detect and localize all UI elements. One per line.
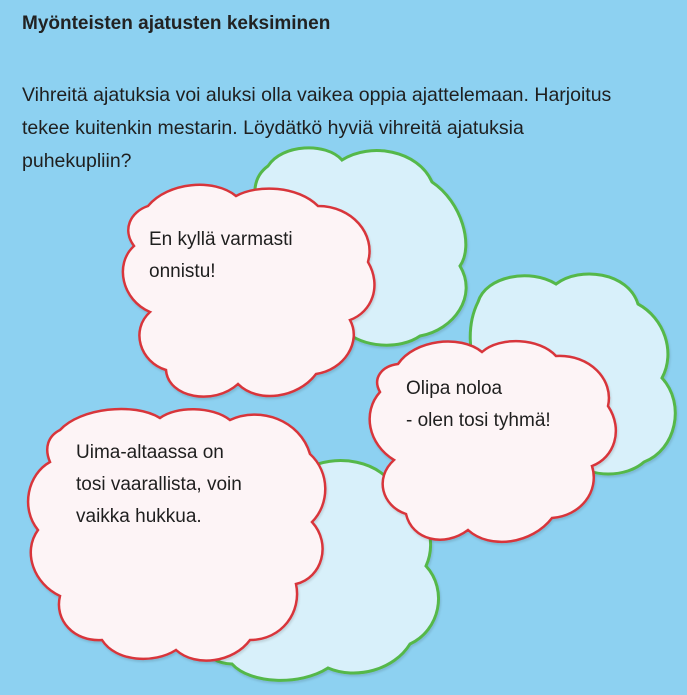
negative-thought-cloud-1 [123,185,375,397]
thought-line: tosi vaarallista, voin [76,474,242,495]
thought-bubble-text-3 [76,437,242,533]
page-title: Myönteisten ajatusten keksiminen [22,13,331,34]
negative-thought-cloud-2 [370,341,616,542]
thought-bubble-text-2 [406,373,551,437]
thought-bubble-text-1 [149,224,293,288]
thought-line: Olipa noloa [406,378,503,399]
thought-line: onnistu! [149,261,216,282]
thought-line: En kyllä varmasti [149,229,293,250]
thought-line: Uima-altaassa on [76,442,224,463]
thought-line: vaikka hukkua. [76,506,202,527]
thought-line: - olen tosi tyhmä! [406,410,551,431]
intro-text: Vihreitä ajatuksia voi aluksi olla vaikea oppia ajattelemaan. Harjoitus tekee kuitenkin mestarin. Löydätkö hyviä vihreitä ajatuksia puhekupliin? [22,84,612,172]
